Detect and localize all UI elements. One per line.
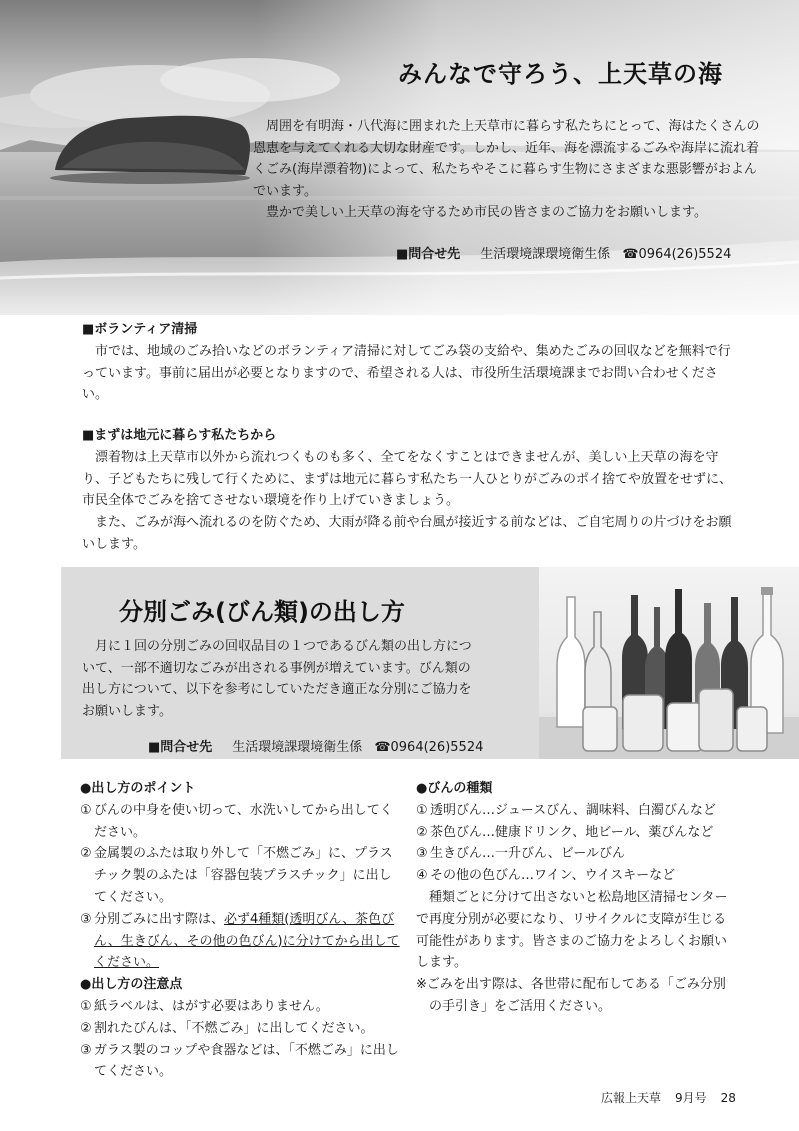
item-number: ③ xyxy=(80,911,92,927)
local-action-paragraph: 漂着物は上天草市以外から流れつくものも多く、全てをなくすことはできませんが、美しい上天草の海を守り、子どもたちに残して行くために、まずは地元に暮らす私たち一人ひとりがごみのポイ捨てや放置をせずに、市民全体でごみを捨てさせない環境を作り上げていきましょう。 xyxy=(82,449,733,509)
list-item xyxy=(416,865,732,887)
hero-photo xyxy=(0,0,799,315)
volunteer-body: 市では、地域のごみ拾いなどのボランティア清掃に対してごみ袋の支給や、集めたごみの回収などを無料で行っています。事前に届出が必要となりますので、希望される人は、市役所生活環境課までお問い合わせください。 xyxy=(82,343,731,403)
item-number: ③ xyxy=(80,1042,92,1058)
item-number: ③ xyxy=(416,846,428,862)
item-text: びんの中身を使い切って、水洗いしてから出してください。 xyxy=(94,802,393,840)
item-text-lead: 分別ごみに出す際は、 xyxy=(94,911,225,927)
sorting-title: 分別ごみ(びん類)の出し方 xyxy=(119,598,405,626)
item-text-underlined: 必ず4種類(透明びん、茶色びん、生きびん、その他の色びん)に分けてから出してください。 xyxy=(94,911,400,971)
item-number: ② xyxy=(80,1020,92,1036)
contact-phone: ☎0964(26)5524 xyxy=(374,740,484,755)
list-item xyxy=(80,800,400,844)
item-text: 金属製のふたは取り外して「不燃ごみ」に、プラスチック製のふたは「容器包装プラスチック」に出してください。 xyxy=(94,846,393,905)
bottle-type-name: 透明びん… xyxy=(430,802,496,818)
hero-paragraph: 周囲を有明海・八代海に囲まれた上天草市に暮らす私たちにとって、海はたくさんの恩恵を与えてくれる大切な財産です。しかし、近年、海を漂流するごみや海岸に流れ着くごみ(海岸漂着物)によって、私たちやそこに暮らす生物にさまざまな悪影響がおよんでいます。 xyxy=(253,119,760,199)
list-item xyxy=(80,1040,400,1084)
bottle-type-name: 茶色びん… xyxy=(430,824,496,840)
list-item xyxy=(416,843,732,865)
hero-paragraph: 豊かで美しい上天草の海を守るため市民の皆さまのご協力をお願いします。 xyxy=(266,205,707,221)
bottle-type-examples: ワイン、ウイスキーなど xyxy=(534,868,676,884)
contact-department: 生活環境課環境衛生係 xyxy=(480,247,611,262)
glass-bottles-photo xyxy=(539,567,799,759)
sorting-intro: 月に１回の分別ごみの回収品目の１つであるびん類の出し方について、一部不適切なごみが出される事例が増えています。びん類の出し方について、以下を参考にしていただき適正な分別にご協力をお願いします。 xyxy=(82,639,472,719)
volunteer-section xyxy=(82,319,732,406)
item-number: ④ xyxy=(416,868,428,884)
kinds-heading: ●びんの種類 xyxy=(416,781,493,796)
item-text: 紙ラベルは、はがす必要はありません。 xyxy=(94,998,329,1014)
item-number: ① xyxy=(80,998,92,1014)
contact-label: ■問合せ先 xyxy=(148,740,213,755)
kinds-note xyxy=(416,887,732,1018)
list-item xyxy=(80,1018,400,1040)
contact-department: 生活環境課環境衛生係 xyxy=(232,740,363,755)
local-action-paragraph: また、ごみが海へ流れるのを防ぐため、大雨が降る前や台風が接近する前などは、ご自宅周りの片づけをお願いします。 xyxy=(82,515,732,552)
list-item xyxy=(80,843,400,908)
item-text: ガラス製のコップや食器などは、「不燃ごみ」に出してください。 xyxy=(94,1042,399,1080)
item-number: ② xyxy=(416,824,428,840)
bottle-type-examples: ジュースびん、調味料、白濁びんなど xyxy=(495,802,716,818)
local-action-heading: ■まずは地元に暮らす私たちから xyxy=(82,428,277,443)
kinds-note-text: 種類ごとに分けて出さないと松島地区清掃センターで再度分別が必要になり、リサイクルに支障が生じる可能性があります。皆さまのご協力をよろしくお願いします。 xyxy=(416,889,728,971)
volunteer-heading: ■ボランティア清掃 xyxy=(82,322,198,337)
kinds-remark: ※ごみを出す際は、各世帯に配布してある「ごみ分別の手引き」をご活用ください。 xyxy=(416,977,726,1014)
item-number: ① xyxy=(416,802,428,818)
list-item xyxy=(416,822,732,844)
hero-intro xyxy=(253,116,767,224)
page-footer xyxy=(601,1089,750,1106)
item-text xyxy=(94,909,400,974)
item-text: 割れたびんは、「不燃ごみ」に出してください。 xyxy=(94,1020,374,1036)
item-number: ① xyxy=(80,802,92,818)
bottle-type-examples: 健康ドリンク、地ビール、薬びんなど xyxy=(495,824,714,840)
list-item xyxy=(80,996,400,1018)
contact-label: ■問合せ先 xyxy=(396,247,461,262)
contact-phone: ☎0964(26)5524 xyxy=(622,247,732,262)
local-action-section xyxy=(82,425,732,556)
cautions-heading: ●出し方の注意点 xyxy=(80,977,183,993)
hero-contact xyxy=(396,243,731,262)
bottle-type-name: その他の色びん… xyxy=(430,868,535,884)
issue-label: 9月号 xyxy=(675,1091,707,1105)
disposal-points-column xyxy=(80,778,400,1083)
bottle-types-column xyxy=(416,778,732,1018)
item-number: ② xyxy=(80,846,92,862)
list-item xyxy=(416,800,732,822)
bottle-type-name: 生きびん… xyxy=(430,846,496,862)
publication-name: 広報上天草 xyxy=(601,1091,662,1105)
list-item xyxy=(80,909,400,974)
hero-title: みんなで守ろう、上天草の海 xyxy=(398,60,723,88)
points-heading: ●出し方のポイント xyxy=(80,781,196,796)
sorting-contact xyxy=(148,736,483,755)
page-number: 28 xyxy=(720,1091,736,1105)
bottle-type-examples: 一升びん、ビールびん xyxy=(495,846,626,862)
